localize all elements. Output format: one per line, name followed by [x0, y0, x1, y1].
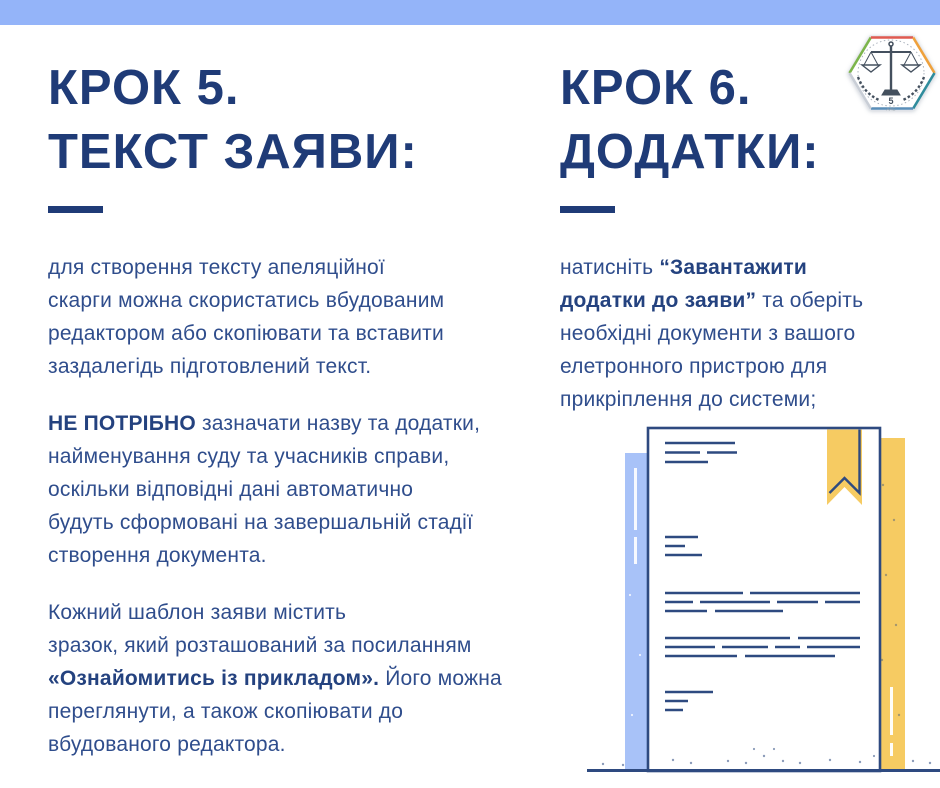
- step6-heading-line1: КРОК 6.: [560, 61, 752, 115]
- text-line: Кожний шаблон заяви містить: [48, 601, 347, 624]
- text-line: прикріплення до системи;: [560, 388, 817, 411]
- text-line: створення документа.: [48, 544, 267, 567]
- step6-heading-underline: [560, 206, 615, 213]
- text-line: «Ознайомитись із прикладом». Його можна: [48, 667, 502, 690]
- step5-heading-underline: [48, 206, 103, 213]
- text-line: вбудованого редактора.: [48, 733, 286, 756]
- paragraph: [48, 407, 538, 572]
- emblem-caption: ААС: [886, 106, 896, 112]
- step5-body: [48, 251, 538, 761]
- emblem-number: 5: [888, 96, 894, 106]
- text-line: додатки до заяви” та оберіть: [560, 289, 864, 312]
- text-line: найменування суду та учасників справи,: [48, 445, 450, 468]
- document-with-bookmark-icon: [578, 425, 940, 788]
- text-line: переглянути, а також скопіювати до: [48, 700, 404, 723]
- text-line: для створення тексту апеляційної: [48, 256, 385, 279]
- step6-heading-line2: ДОДАТКИ:: [560, 125, 820, 179]
- step5-heading-line1: КРОК 5.: [48, 61, 240, 115]
- text-line: редактором або скопіювати та вставити: [48, 322, 444, 345]
- text-line: елетронного пристрою для: [560, 355, 828, 378]
- paragraph: [560, 251, 910, 416]
- text-line: оскільки відповідні дані автоматично: [48, 478, 414, 501]
- scales-of-justice-icon: [845, 27, 937, 119]
- paragraph: [48, 251, 538, 383]
- document-illustration: [578, 425, 940, 788]
- court-emblem-logo: [845, 27, 937, 119]
- text-line: будуть сформовані на завершальній стадії: [48, 511, 474, 534]
- step5-heading-line2: ТЕКСТ ЗАЯВИ:: [48, 125, 418, 179]
- step5-heading: [48, 56, 538, 184]
- text-line: заздалегідь підготовлений текст.: [48, 355, 372, 378]
- paragraph: [48, 596, 538, 761]
- text-line: зразок, який розташований за посиланням: [48, 634, 472, 657]
- top-accent-bar: [0, 0, 940, 25]
- text-line: скарги можна скористатись вбудованим: [48, 289, 445, 312]
- step6-body: [560, 251, 910, 416]
- text-line: НЕ ПОТРІБНО зазначати назву та додатки,: [48, 412, 481, 435]
- step5-column: [48, 56, 538, 761]
- text-line: необхідні документи з вашого: [560, 322, 856, 345]
- text-line: натисніть “Завантажити: [560, 256, 808, 279]
